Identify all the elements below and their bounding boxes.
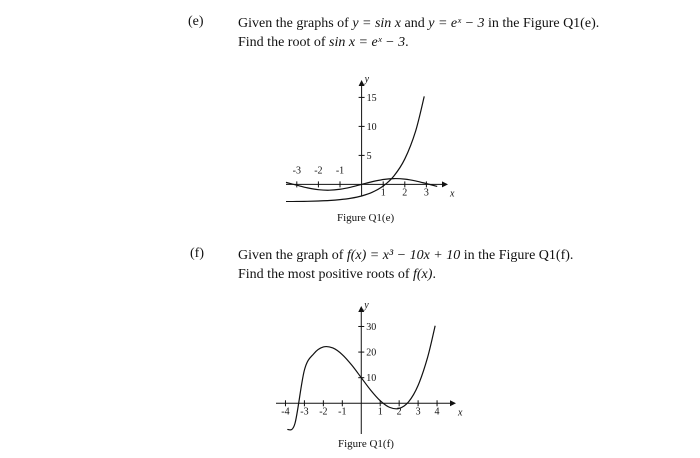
x-axis-arrow [442, 181, 448, 187]
x-tick-label: 3 [423, 187, 429, 199]
question-e-line2: Find the root of sin x = eˣ − 3. [238, 35, 409, 50]
x-tick-label: 2 [402, 187, 408, 199]
question-f-label: (f) [190, 246, 204, 261]
x-tick-label: -4 [281, 406, 290, 418]
x-tick-label: -1 [335, 165, 345, 177]
x-tick-label: 1 [380, 187, 386, 199]
x-tick-label: -2 [319, 406, 328, 418]
y-tick-label: 5 [366, 150, 372, 162]
x-tick-label: -2 [314, 165, 323, 177]
x-tick-label: 4 [434, 406, 440, 418]
y-axis-label: y [364, 74, 370, 85]
y-tick-label: 10 [366, 373, 377, 385]
y-axis-label: y [364, 300, 369, 311]
question-e-line1: Given the graphs of y = sin x and y = eˣ − 3 in the Figure Q1(e). [238, 16, 600, 31]
question-e-text [238, 14, 599, 52]
x-axis-arrow [450, 400, 456, 406]
x-tick-label: 3 [415, 406, 421, 418]
x-axis-label: x [450, 188, 455, 200]
equation-sin: y = sin x [352, 16, 402, 31]
x-axis-label: x [458, 407, 463, 419]
y-tick-label: 30 [366, 321, 377, 333]
equation-cubic: f(x) = x³ − 10x + 10 [346, 248, 461, 263]
y-tick-label: 15 [366, 92, 377, 104]
question-f-line2: Find the most positive roots of f(x). [238, 267, 436, 282]
x-tick-label: -3 [300, 406, 309, 418]
equation-exp: y = eˣ − 3 [428, 16, 485, 31]
y-tick-label: 20 [366, 347, 377, 359]
figure-q1e-chart [280, 72, 460, 202]
equation-fx: f(x) [413, 267, 433, 282]
x-tick-label: 1 [377, 406, 383, 418]
question-f-line1: Given the graph of f(x) = x³ − 10x + 10 in the Figure Q1(f). [238, 248, 574, 263]
x-tick-label: 2 [396, 406, 402, 418]
x-tick-label: -3 [292, 165, 301, 177]
figure-q1f-chart [270, 300, 470, 440]
x-tick-label: -1 [338, 406, 347, 418]
figure-q1f-caption: Figure Q1(f) [338, 438, 394, 450]
y-tick-label: 10 [366, 121, 377, 133]
question-e-label: (e) [188, 14, 204, 29]
question-f-text [238, 246, 573, 284]
figure-q1e-caption: Figure Q1(e) [337, 212, 395, 224]
equation-root: sin x = eˣ − 3 [329, 35, 406, 50]
